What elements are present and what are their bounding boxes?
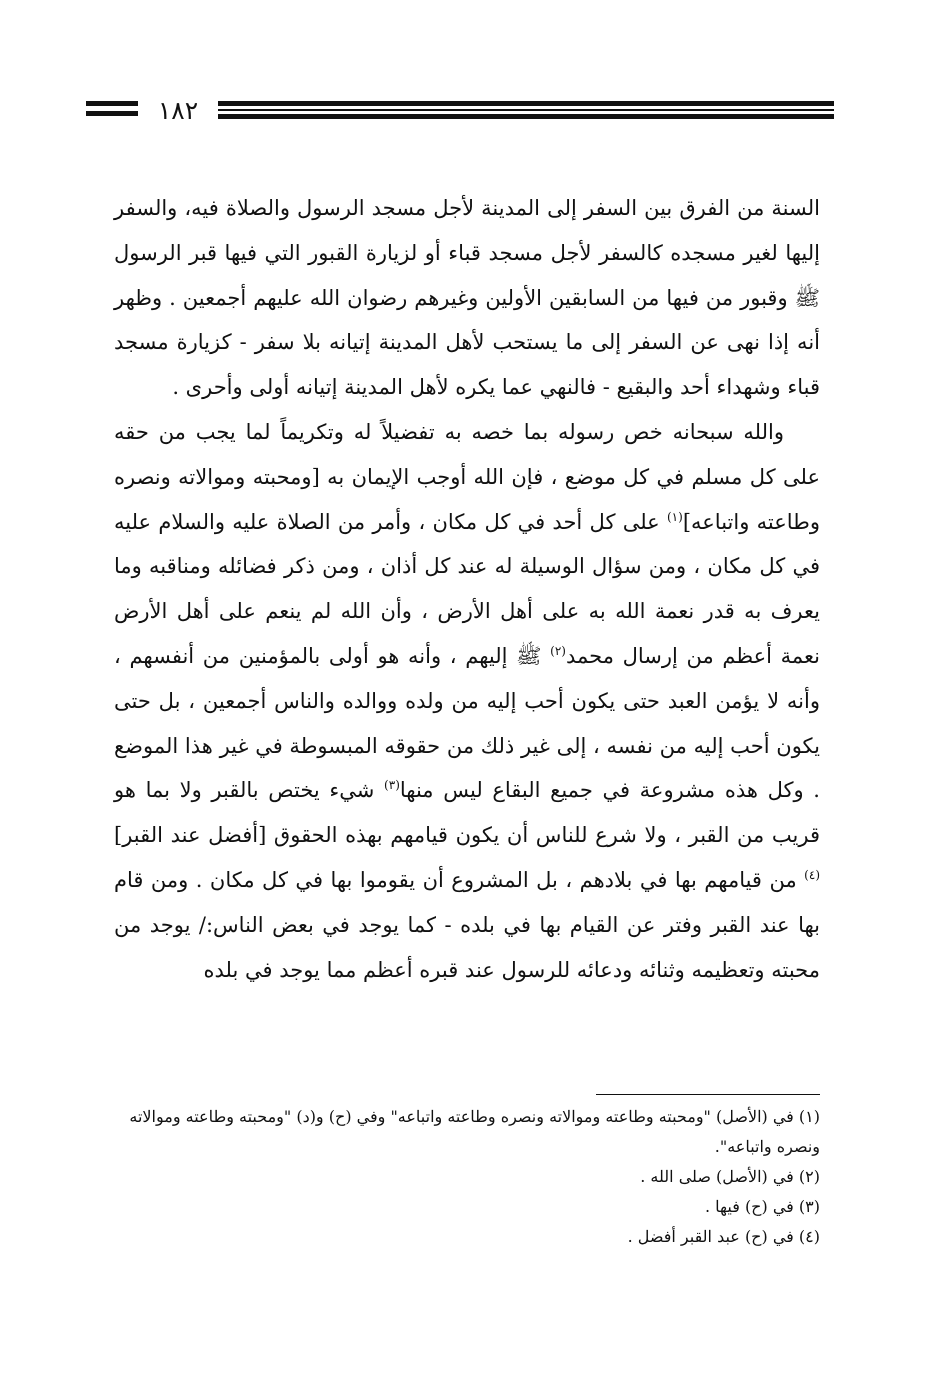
- footnotes: [114, 1102, 820, 1252]
- footnote-2: (٢) في (الأصل) صلى الله .: [640, 1167, 820, 1186]
- header-rule-right-top: [216, 101, 834, 106]
- page-number: ١٨٢: [138, 96, 218, 126]
- page-header: [86, 96, 834, 126]
- footnote-4: (٤) في (ح) عبد القبر أفضل .: [627, 1227, 820, 1246]
- footnote-ref-4: (٤): [804, 867, 820, 882]
- footnote-1: (١) في (الأصل) "ومحبته وطاعته وموالاته ونصره وطاعته واتباعه" وفي (ح) و(د) "ومحبته وطاعته وموالاته ونصره واتباعه".: [129, 1107, 820, 1156]
- footnote-ref-1: (١): [666, 509, 683, 524]
- paragraph-1: السنة من الفرق بين السفر إلى المدينة لأجل مسجد الرسول والصلاة فيه، والسفر إليها لغير مسجده كالسفر لأجل مسجد قباء أو لزيارة القبور التي فيها قبر الرسول ﷺ وقبور من فيها من السابقين الأولين وغيرهم رضوان الله عليهم أجمعين . وظهر أنه إذا نهى عن السفر إلى ما يستحب لأهل المدينة إتيانه بلا سفر - كزيارة مسجد قباء وشهداء أحد والبقيع - فالنهي عما يكره لأهل المدينة إتيانه أولى وأحرى .: [114, 196, 820, 400]
- footnote-ref-2: (٢): [550, 643, 566, 658]
- footnote-separator: [596, 1094, 820, 1095]
- paragraph-2-text-1: والله سبحانه خص رسوله بما خصه به تفضيلاً له وتكريماً لما يجب من حقه على كل مسلم في كل موضع ، فإن الله أوجب الإيمان به [ومحبته وموالاته ونصره وطاعته واتباعه]: [114, 419, 821, 534]
- header-rule-left-top: [86, 101, 140, 106]
- paragraph-2-text-5: من قيامهم بها في بلادهم ، بل المشروع أن يقوموا بها في كل مكان . ومن قام بها عند القبر وفتر عن القيام بها في بلده - كما يوجد في بعض الناس:/ يوجد من محبته وتعظيمه وثنائه ودعائه للرسول عند قبره أعظم مما يوجد في بلده: [114, 867, 820, 982]
- paragraph-2-text-2: على كل أحد في كل مكان ، وأمر من الصلاة عليه والسلام عليه في كل مكان ، ومن سؤال الوسيلة له عند كل أذان ، ومن ذكر فضائله ومناقبه وما يعرف به قدر نعمة الله به على أهل الأرض ، وأن الله لم ينعم على أهل الأرض نعمة أعظم من إرسال محمد: [114, 509, 820, 668]
- header-rule-right-mid: [216, 109, 834, 111]
- main-text: [114, 186, 820, 992]
- paragraph-2: [114, 410, 820, 992]
- footnote-ref-3: (٣): [384, 778, 400, 793]
- header-rule-right-bottom: [216, 114, 834, 119]
- paragraph-2-text-4: شيء يختص بالقبر ولا بما هو قريب من القبر ، ولا شرع للناس أن يكون قيامهم بهذه الحقوق [أفضل عند القبر]: [114, 778, 820, 848]
- footnote-3: (٣) في (ح) فيها .: [704, 1197, 820, 1216]
- paragraph-2-text-3: ﷺ إليهم ، وأنه هو أولى بالمؤمنين من أنفسهم ، وأنه لا يؤمن العبد حتى يكون أحب إليه من ولده ووالده والناس أجمعين ، بل حتى يكون أحب إليه من نفسه ، إلى غير ذلك من حقوقه المبسوطة في غير هذا الموضع . وكل هذه مشروعة في جميع البقاع ليس منها: [114, 643, 820, 803]
- header-rule-left-bottom: [86, 111, 140, 116]
